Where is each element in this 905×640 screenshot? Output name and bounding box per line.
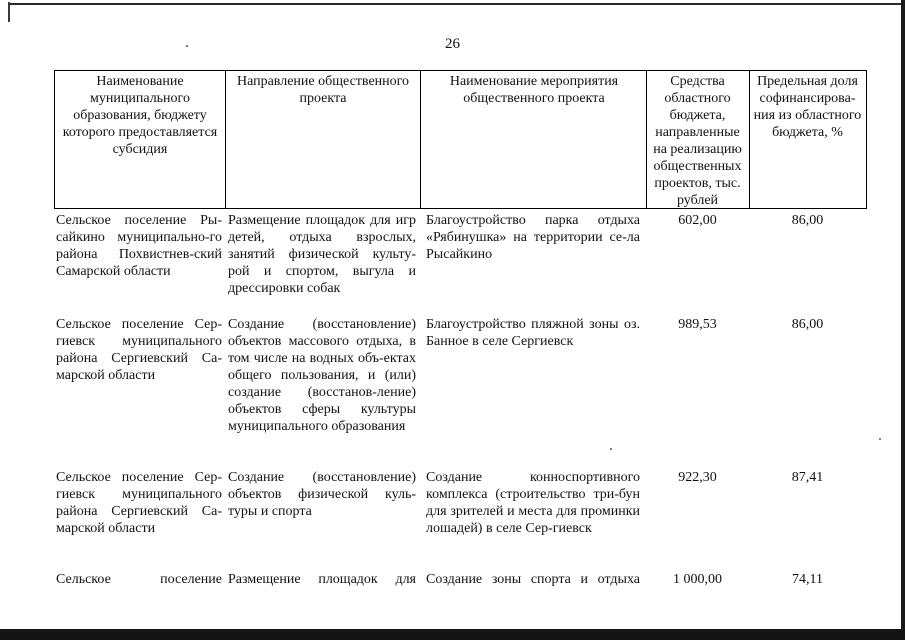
row-funds: 602,00 [678,213,717,228]
row-direction: Создание (восстановление) объектов массового отдыха, в том числе на водных объ-ектах общего пользования, и (или) создание (восстанов-ление) объектов сферы культуры муниципального образования [228,317,416,434]
table-header-funds: Средства областного бюджета, направленные на реализацию общественных проектов, тыс. рублей [653,74,742,208]
table-top-border [54,70,867,71]
row-activity: Благоустройство пляжной зоны оз. Банное в селе Сергиевск [426,317,640,349]
scan-edge-left [8,2,10,22]
table-column-divider [54,70,55,209]
row-direction: Размещение площадок для игр детей, отдыха взрослых, занятий физической культу-рой и спортом, выгула и дрессировки собак [228,213,416,296]
table-column-divider [225,70,226,209]
row-funds: 989,53 [678,317,717,332]
table-column-divider [749,70,750,209]
row-share: 74,11 [792,572,823,587]
row-share: 87,41 [791,470,824,485]
row-share: 86,00 [791,213,824,228]
row-municipality: Сельское поселение Сер-гиевск муниципального района Сергиевский Са-марской области [56,470,222,536]
scan-speck [610,448,612,450]
row-direction: Размещение площадок для [228,572,416,587]
table-header-direction: Направление общественного проекта [236,74,410,106]
table-column-divider [866,70,867,209]
page-number: 26 [445,36,460,52]
row-activity: Создание зоны спорта и отдыха [426,572,640,587]
row-share: 86,00 [791,317,824,332]
table-header-activity: Наименование мероприятия общественного проекта [449,74,619,106]
row-activity: Благоустройство парка отдыха «Рябинушка» на территории се-ла Рысайкино [426,213,640,262]
row-municipality: Сельское поселение Сер-гиевск муниципального района Сергиевский Са-марской области [56,317,222,383]
row-municipality: Сельское поселение Ры-сайкино муниципально-го района Похвистнев-ский Самарской области [56,213,222,279]
row-municipality: Сельское поселение [56,572,222,587]
scan-edge-bottom [0,629,905,640]
table-header-share: Предельная доля софинансирова-ния из областного бюджета, % [753,74,862,140]
row-direction: Создание (восстановление) объектов физической куль-туры и спорта [228,470,416,519]
row-funds: 1 000,00 [673,572,722,587]
scan-edge-right [901,0,905,640]
scan-speck [879,438,881,440]
row-funds: 922,30 [678,470,717,485]
scan-edge-top [10,3,905,5]
row-activity: Создание конноспортивного комплекса (строительство три-бун для зрителей и места для проминки лошадей) в селе Сер-гиевск [426,470,640,536]
table-column-divider [420,70,421,209]
table-header-municipality: Наименование муниципального образования, бюджету которого предоставляется субсидия [62,74,218,157]
table-column-divider [646,70,647,209]
